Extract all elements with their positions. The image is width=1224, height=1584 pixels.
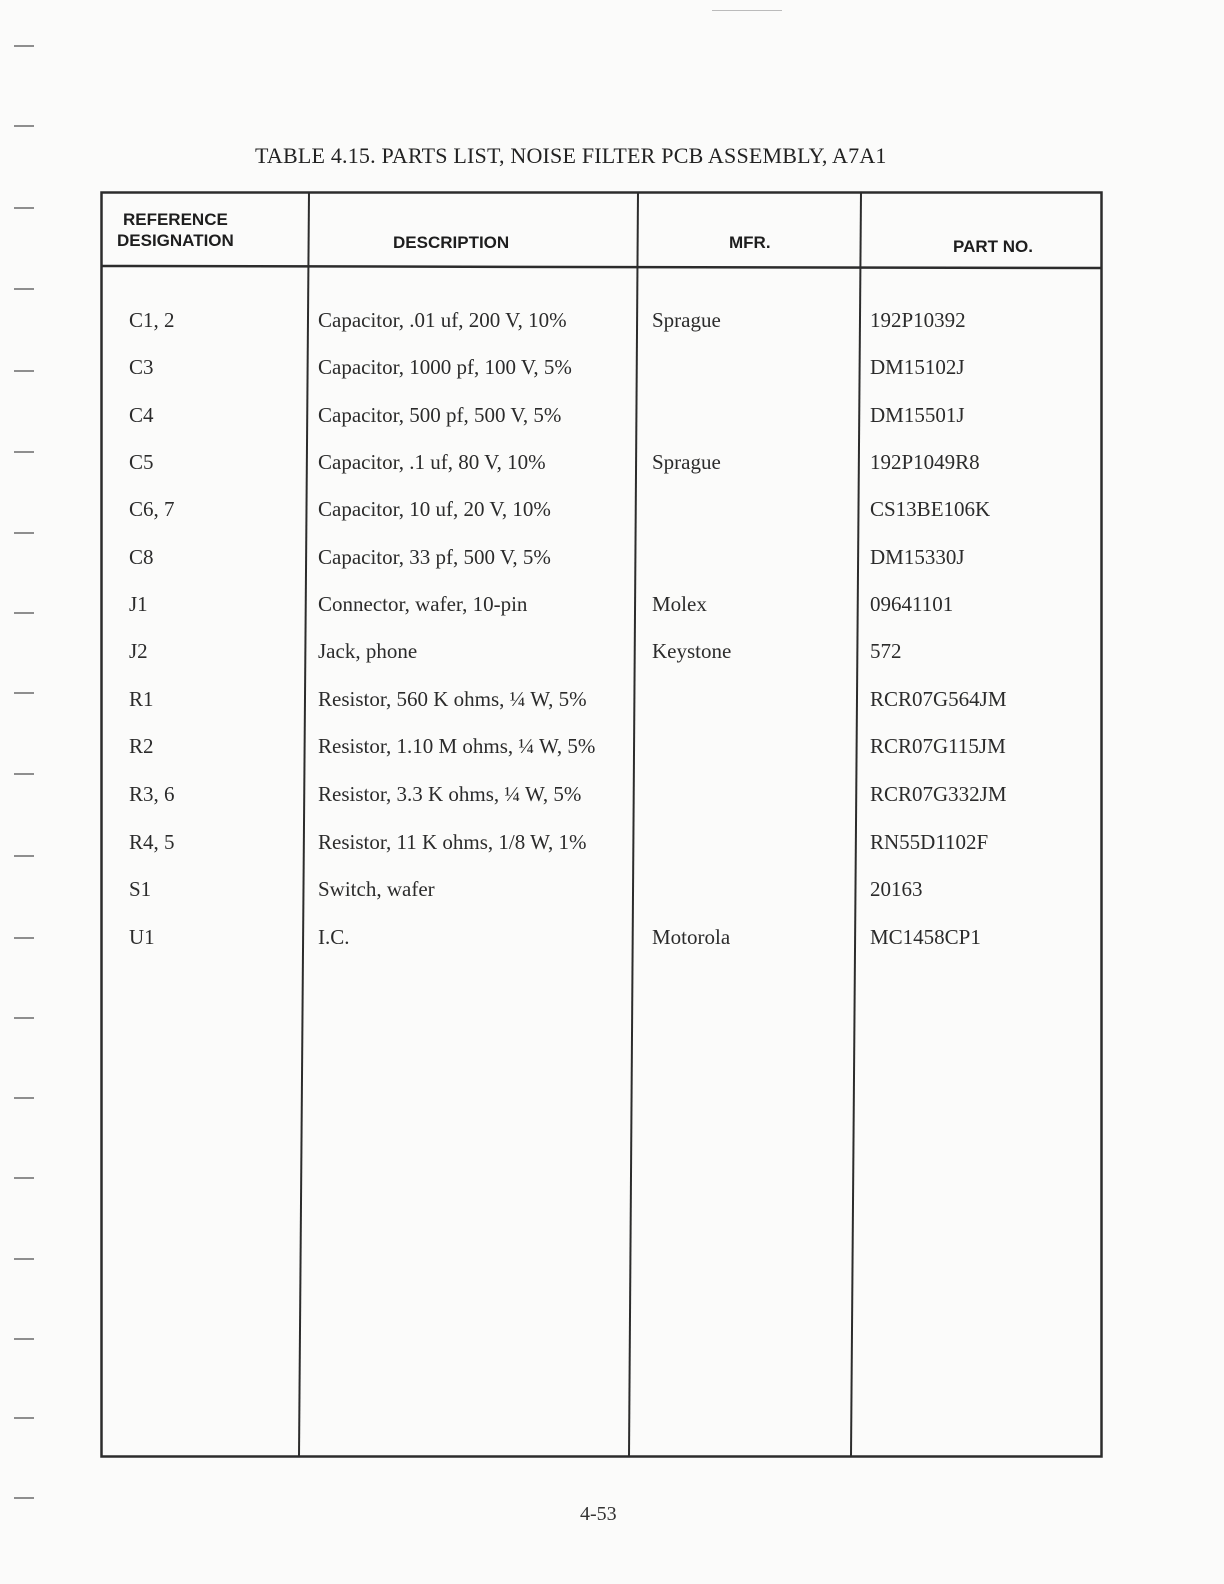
header-reference-line1: REFERENCE [122, 210, 228, 229]
margin-tick [14, 1338, 34, 1340]
cell-description: I.C. [318, 925, 350, 949]
cell-reference: S1 [129, 877, 152, 901]
table-row [100, 734, 1103, 764]
table-row [100, 830, 1103, 860]
cell-reference: J2 [129, 639, 148, 663]
cell-part-no: 09641101 [870, 592, 954, 616]
header-part-no: PART NO. [953, 237, 1033, 256]
cell-reference: C6, 7 [129, 497, 175, 521]
margin-tick [14, 532, 34, 534]
cell-description: Capacitor, .01 uf, 200 V, 10% [318, 308, 567, 332]
margin-tick [14, 1258, 34, 1260]
table-row [100, 687, 1103, 717]
cell-reference: C8 [129, 545, 154, 569]
cell-part-no: DM15102J [870, 355, 965, 379]
cell-part-no: 572 [870, 639, 902, 663]
table-row [100, 545, 1103, 575]
cell-description: Capacitor, 33 pf, 500 V, 5% [318, 545, 551, 569]
margin-tick [14, 207, 34, 209]
cell-reference: R4, 5 [129, 830, 175, 854]
cell-description: Capacitor, 1000 pf, 100 V, 5% [318, 355, 572, 379]
cell-part-no: MC1458CP1 [870, 925, 981, 949]
header-reference-line2: DESIGNATION [117, 231, 234, 250]
table-row [100, 403, 1103, 433]
cell-part-no: DM15501J [870, 403, 965, 427]
table-row [100, 925, 1103, 955]
cell-reference: C3 [129, 355, 154, 379]
margin-tick [14, 370, 34, 372]
cell-description: Capacitor, 10 uf, 20 V, 10% [318, 497, 551, 521]
cell-part-no: RCR07G115JM [870, 734, 1006, 758]
margin-tick [14, 1497, 34, 1499]
header-description: DESCRIPTION [393, 233, 510, 252]
cell-description: Jack, phone [318, 639, 418, 663]
margin-tick [14, 855, 34, 857]
cell-reference: C4 [129, 403, 154, 427]
margin-tick [14, 288, 34, 290]
cell-mfr: Sprague [652, 308, 721, 332]
cell-description: Resistor, 560 K ohms, ¼ W, 5% [318, 687, 587, 711]
margin-tick [14, 1417, 34, 1419]
cell-part-no: RCR07G332JM [870, 782, 1007, 806]
cell-reference: R1 [129, 687, 154, 711]
table-row [100, 782, 1103, 812]
cell-mfr: Molex [652, 592, 707, 616]
cell-description: Capacitor, 500 pf, 500 V, 5% [318, 403, 562, 427]
cell-description: Resistor, 3.3 K ohms, ¼ W, 5% [318, 782, 582, 806]
margin-tick [14, 937, 34, 939]
cell-reference: J1 [129, 592, 148, 616]
margin-tick [14, 1177, 34, 1179]
cell-mfr: Keystone [652, 639, 732, 663]
margin-tick [14, 1097, 34, 1099]
cell-reference: U1 [129, 925, 155, 949]
table-row [100, 877, 1103, 907]
table-row [100, 497, 1103, 527]
margin-tick [14, 692, 34, 694]
table-row [100, 308, 1103, 338]
scan-artifact-line [712, 10, 782, 11]
margin-tick [14, 1017, 34, 1019]
table-row [100, 592, 1103, 622]
margin-tick [14, 773, 34, 775]
cell-description: Resistor, 1.10 M ohms, ¼ W, 5% [318, 734, 596, 758]
cell-part-no: 192P10392 [870, 308, 966, 332]
table-row [100, 450, 1103, 480]
cell-description: Capacitor, .1 uf, 80 V, 10% [318, 450, 546, 474]
margin-tick [14, 612, 34, 614]
cell-part-no: DM15330J [870, 545, 965, 569]
table-title: TABLE 4.15. PARTS LIST, NOISE FILTER PCB ASSEMBLY, A7A1 [255, 143, 887, 168]
parts-table [100, 191, 1103, 1458]
cell-description: Connector, wafer, 10-pin [318, 592, 528, 616]
cell-part-no: 20163 [870, 877, 923, 901]
header-mfr: MFR. [729, 233, 771, 252]
cell-reference: R2 [129, 734, 154, 758]
cell-reference: C5 [129, 450, 154, 474]
cell-reference: C1, 2 [129, 308, 175, 332]
table-row [100, 355, 1103, 385]
cell-part-no: 192P1049R8 [870, 450, 980, 474]
margin-tick [14, 451, 34, 453]
margin-tick [14, 45, 34, 47]
cell-description: Resistor, 11 K ohms, 1/8 W, 1% [318, 830, 587, 854]
margin-tick [14, 125, 34, 127]
cell-part-no: CS13BE106K [870, 497, 991, 521]
page-number: 4-53 [580, 1503, 617, 1525]
cell-part-no: RCR07G564JM [870, 687, 1007, 711]
cell-mfr: Sprague [652, 450, 721, 474]
cell-reference: R3, 6 [129, 782, 175, 806]
cell-part-no: RN55D1102F [870, 830, 989, 854]
table-row [100, 639, 1103, 669]
header-reference-designation [117, 209, 234, 251]
cell-description: Switch, wafer [318, 877, 435, 901]
cell-mfr: Motorola [652, 925, 731, 949]
